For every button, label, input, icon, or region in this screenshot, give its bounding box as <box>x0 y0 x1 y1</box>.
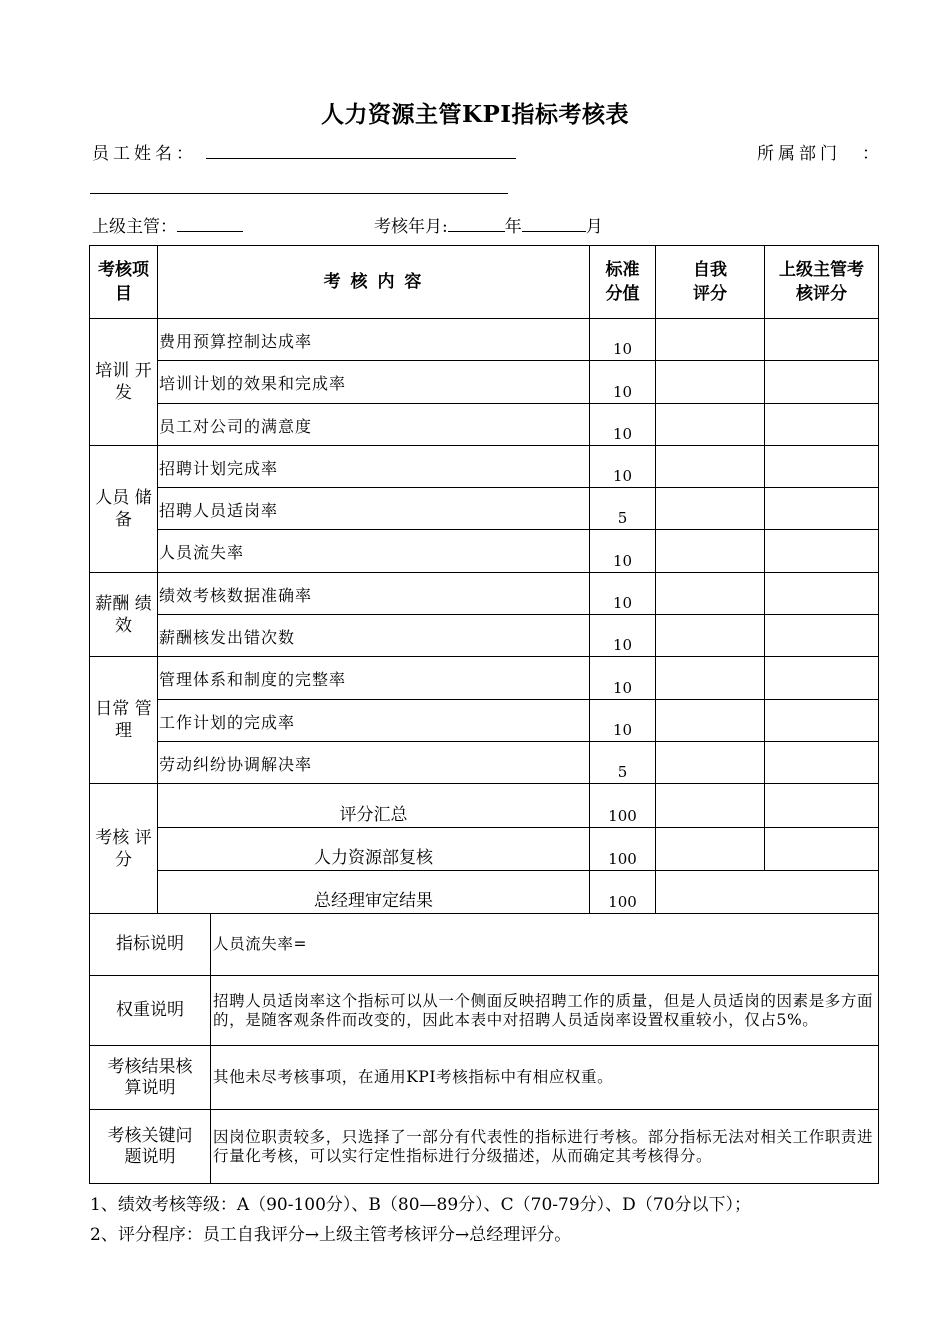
header-content: 考 核 内 容 <box>158 246 590 319</box>
self-score-cell[interactable] <box>656 572 765 614</box>
header-self-score: 自我评分 <box>656 246 765 319</box>
summary-superior-cell[interactable] <box>765 827 879 870</box>
summary-score: 100 <box>590 827 656 870</box>
period-label: 考核年月: <box>374 217 448 237</box>
standard-score: 10 <box>590 699 656 741</box>
superior-score-cell[interactable] <box>765 488 879 530</box>
kpi-item: 员工对公司的满意度 <box>158 403 590 445</box>
category-cell: 人员 储备 <box>90 445 158 572</box>
standard-score: 5 <box>590 741 656 783</box>
self-score-cell[interactable] <box>656 699 765 741</box>
kpi-row <box>90 657 879 699</box>
kpi-item: 费用预算控制达成率 <box>158 319 590 361</box>
superior-score-cell[interactable] <box>765 741 879 783</box>
header-superior-score: 上级主管考核评分 <box>765 246 879 319</box>
header-category: 考核项目 <box>90 246 158 319</box>
summary-row <box>90 784 879 827</box>
self-score-cell[interactable] <box>656 403 765 445</box>
superior-score-cell[interactable] <box>765 699 879 741</box>
kpi-item: 薪酬核发出错次数 <box>158 615 590 657</box>
note-text: 其他未尽考核事项，在通用KPI考核指标中有相应权重。 <box>211 1046 879 1110</box>
summary-self-cell[interactable] <box>656 784 765 827</box>
note-row <box>90 976 879 1046</box>
superior-score-cell[interactable] <box>765 319 879 361</box>
superior-score-cell[interactable] <box>765 445 879 487</box>
summary-category: 考核 评分 <box>90 784 158 914</box>
kpi-row <box>90 319 879 361</box>
kpi-row <box>90 445 879 487</box>
self-score-cell[interactable] <box>656 488 765 530</box>
kpi-item: 工作计划的完成率 <box>158 699 590 741</box>
note-row <box>90 914 879 976</box>
superior-score-cell[interactable] <box>765 572 879 614</box>
kpi-item: 绩效考核数据准确率 <box>158 572 590 614</box>
header-standard-score: 标准分值 <box>590 246 656 319</box>
kpi-row <box>90 488 879 530</box>
self-score-cell[interactable] <box>656 615 765 657</box>
supervisor-field[interactable] <box>177 215 243 232</box>
kpi-row <box>90 699 879 741</box>
supervisor-row <box>92 212 243 237</box>
note-row <box>90 1110 879 1184</box>
note-label: 指标说明 <box>90 914 211 976</box>
period-row <box>374 212 603 237</box>
footer-procedure-note: 2、评分程序：员工自我评分→上级主管考核评分→总经理评分。 <box>90 1225 572 1245</box>
self-score-cell[interactable] <box>656 530 765 572</box>
kpi-row <box>90 572 879 614</box>
employee-name-field[interactable] <box>206 142 516 159</box>
note-row <box>90 1046 879 1110</box>
category-cell: 日常 管理 <box>90 657 158 784</box>
kpi-item: 培训计划的效果和完成率 <box>158 361 590 403</box>
summary-row <box>90 870 879 913</box>
supervisor-label: 上级主管： <box>92 217 177 237</box>
kpi-row <box>90 403 879 445</box>
summary-superior-cell[interactable] <box>765 784 879 827</box>
category-cell: 培训 开发 <box>90 319 158 446</box>
page-title: 人力资源主管KPI指标考核表 <box>320 101 630 128</box>
summary-label: 评分汇总 <box>158 784 590 827</box>
year-field[interactable] <box>448 215 505 232</box>
standard-score: 10 <box>590 403 656 445</box>
kpi-item: 招聘计划完成率 <box>158 445 590 487</box>
note-text: 人员流失率= <box>211 914 879 976</box>
superior-score-cell[interactable] <box>765 530 879 572</box>
month-field[interactable] <box>522 215 586 232</box>
kpi-row <box>90 361 879 403</box>
note-label: 考核结果核算说明 <box>90 1046 211 1110</box>
notes-table <box>89 913 879 1184</box>
kpi-item: 招聘人员适岗率 <box>158 488 590 530</box>
summary-label: 总经理审定结果 <box>158 870 590 913</box>
superior-score-cell[interactable] <box>765 403 879 445</box>
kpi-row <box>90 741 879 783</box>
footer-grade-note: 1、绩效考核等级：A（90-100分）、B（80—89分）、C（70-79分）、D（70分以下）； <box>90 1195 751 1215</box>
summary-score: 100 <box>590 870 656 913</box>
kpi-row <box>90 530 879 572</box>
superior-score-cell[interactable] <box>765 361 879 403</box>
self-score-cell[interactable] <box>656 361 765 403</box>
standard-score: 5 <box>590 488 656 530</box>
note-text: 招聘人员适岗率这个指标可以从一个侧面反映招聘工作的质量，但是人员适岗的因素是多方面的，是随客观条件而改变的，因此本表中对招聘人员适岗率设置权重较小，仅占5%。 <box>211 976 879 1046</box>
self-score-cell[interactable] <box>656 657 765 699</box>
department-field[interactable] <box>90 193 508 194</box>
kpi-row <box>90 615 879 657</box>
standard-score: 10 <box>590 319 656 361</box>
standard-score: 10 <box>590 445 656 487</box>
note-label: 考核关键问题说明 <box>90 1110 211 1184</box>
summary-row <box>90 827 879 870</box>
standard-score: 10 <box>590 572 656 614</box>
category-cell: 薪酬 绩效 <box>90 572 158 657</box>
year-unit: 年 <box>504 217 522 237</box>
kpi-item: 人员流失率 <box>158 530 590 572</box>
summary-score: 100 <box>590 784 656 827</box>
superior-score-cell[interactable] <box>765 615 879 657</box>
employee-name-label: 员工姓名： <box>92 144 197 164</box>
header-row <box>90 246 879 319</box>
department-label: 所属部门 ： <box>757 144 883 164</box>
standard-score: 10 <box>590 657 656 699</box>
month-unit: 月 <box>585 217 603 237</box>
standard-score: 10 <box>590 530 656 572</box>
self-score-cell[interactable] <box>656 741 765 783</box>
kpi-item: 劳动纠纷协调解决率 <box>158 741 590 783</box>
note-text: 因岗位职责较多，只选择了一部分有代表性的指标进行考核。部分指标无法对相关工作职责进行量化考核，可以实行定性指标进行分级描述，从而确定其考核得分。 <box>211 1110 879 1184</box>
self-score-cell[interactable] <box>656 319 765 361</box>
summary-self-cell[interactable] <box>656 827 765 870</box>
note-label: 权重说明 <box>90 976 211 1046</box>
self-score-cell[interactable] <box>656 445 765 487</box>
summary-final-cell[interactable] <box>656 870 879 913</box>
superior-score-cell[interactable] <box>765 657 879 699</box>
standard-score: 10 <box>590 615 656 657</box>
standard-score: 10 <box>590 361 656 403</box>
kpi-table <box>89 245 879 914</box>
summary-label: 人力资源部复核 <box>158 827 590 870</box>
kpi-item: 管理体系和制度的完整率 <box>158 657 590 699</box>
employee-name-row <box>92 139 516 164</box>
